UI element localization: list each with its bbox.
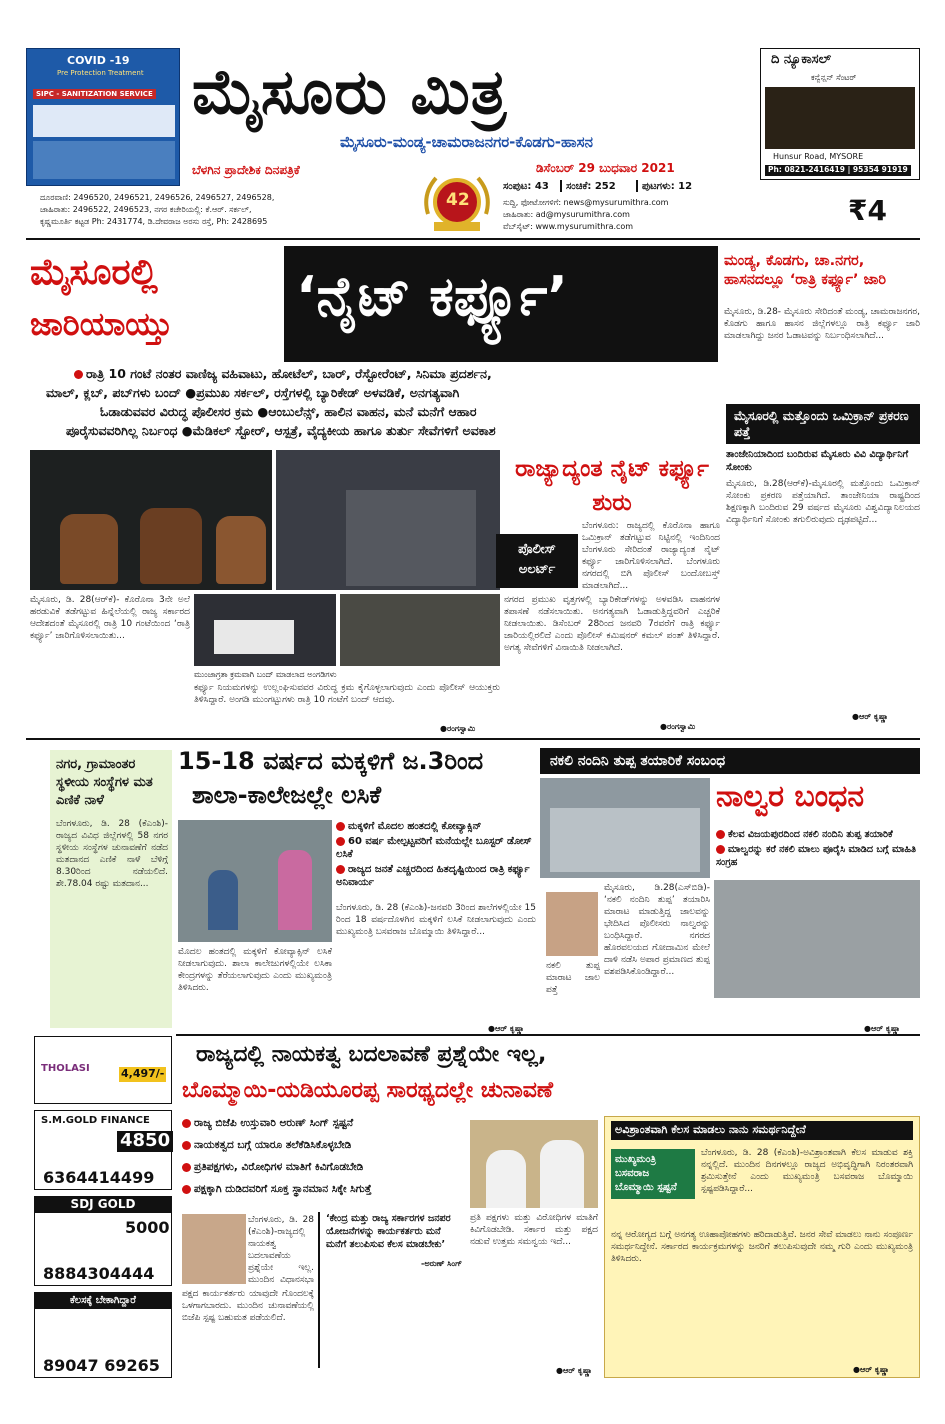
hotel-photo xyxy=(765,87,915,149)
shutters xyxy=(346,490,476,586)
vaccine-byline: ●ಆರ್ ಕೃಷ್ಣಾ xyxy=(488,1024,525,1033)
vaccine-bullet-1: ಮಕ್ಕಳಿಗೆ ಮೊದಲ ಹಂತದಲ್ಲಿ ಕೋವ್ಯಾಕ್ಸಿನ್ xyxy=(336,820,536,833)
lead-body: ಕರ್ಫ್ಯೂ ನಿಯಮಗಳನ್ನು ಉಲ್ಲಂಘಿಸುವವರ ವಿರುದ್ಧ ಕ್ರಮ ಕೈಗೊಳ್ಳಲಾಗುವುದು ಎಂದು ಪೊಲೀಸ್ ಆಯುಕ್ತರು ತಿಳಿಸಿದ್ದಾರೆ. ಅಂಗಡಿ ಮುಂಗಟ್ಟುಗಳು ರಾತ್ರಿ 10 ಗಂಟೆಗೆ ಬಂದ್ ಆದವು. xyxy=(194,683,500,705)
arun-singh-photo xyxy=(182,1214,246,1284)
tholasi-name: THOLASI xyxy=(41,1063,90,1074)
anniversary-number: 42 xyxy=(446,190,470,210)
jobs-ad-phone[interactable]: 89047 69265 xyxy=(43,1356,160,1375)
jobs-ad[interactable] xyxy=(34,1292,172,1378)
price: ₹4 xyxy=(848,194,887,227)
horse-figure xyxy=(140,508,202,584)
bommai-yediyurappa-photo xyxy=(470,1120,598,1208)
accused-photo xyxy=(546,892,598,956)
ghee-body: ಮೈಸೂರು, ಡಿ.28(ಎಸ್‌ಬಿಡಿ)- ‘ನಕಲಿ ನಂದಿನಿ ತುಪ್ಪ’ ತಯಾರಿಸಿ ಮಾರಾಟ ಮಾಡುತ್ತಿದ್ದ ಜಾಲವನ್ನು ಭೇದಿಸಿದ ಪೊಲೀಸರು ನಾಲ್ವರನ್ನು ಬಂಧಿಸಿದ್ದಾರೆ. ನಗರದ ಹೊರವಲಯದ ಗೋದಾಮಿನ ಮೇಲೆ ದಾಳಿ ನಡೆಸಿ ಅಪಾರ ಪ್ರಮಾಣದ ತುಪ್ಪ ವಶಪಡಿಸಿಕೊಂಡಿದ್ದಾರೆ... xyxy=(604,883,710,977)
bullet-icon xyxy=(336,822,345,831)
politics-bullets xyxy=(182,1116,462,1216)
hotel-address: Hunsur Road, MYSORE xyxy=(773,152,864,161)
quote-text: ‘ಕೇಂದ್ರ ಮತ್ತು ರಾಜ್ಯ ಸರ್ಕಾರಗಳ ಜನಪರ ಯೋಜನೆಗಳನ್ನು ಕಾರ್ಯಕರ್ತರು ಮನೆ ಮನೆಗೆ ತಲುಪಿಸುವ ಕೆಲಸ ಮಾಡಬೇಕು’ xyxy=(326,1213,451,1250)
sdj-gold-price: 5000 xyxy=(125,1218,170,1237)
covid-ad-subtitle: Pre Protection Treatment xyxy=(57,69,144,77)
ghee-body-cont: ನಕಲಿ ತುಪ್ಪ ಮಾರಾಟ ಜಾಲ ಪತ್ತೆ xyxy=(546,961,600,995)
horse-police-photo xyxy=(30,450,272,590)
lead-headline-box xyxy=(284,246,718,362)
vaccine-bullet-3: ರಾಜ್ಯದ ಜನತೆ ಎಚ್ಚರದಿಂದ ಹಿತದೃಷ್ಟಿಯಿಂದ ರಾತ್ರಿ ಕರ್ಫ್ಯೂ ಅನಿವಾರ್ಯ xyxy=(336,864,530,888)
politics-body: ಬೆಂಗಳೂರು, ಡಿ. 28 (ಕೆಎಂಶಿ)-ರಾಜ್ಯದಲ್ಲಿ ನಾಯಕತ್ವ ಬದಲಾವಣೆಯ ಪ್ರಶ್ನೆಯೇ ಇಲ್ಲ. ಮುಂದಿನ ವಿಧಾನಸಭಾ xyxy=(248,1215,314,1284)
cm-banner: ಅವಿಶ್ರಾಂತವಾಗಿ ಕೆಲಸ ಮಾಡಲು ನಾನು ಸಮರ್ಥನಿದ್ದೇನೆ xyxy=(611,1121,913,1140)
hotel-subtitle: ಕನ್ವೆನ್ಷನ್ ಸೆಂಟರ್ xyxy=(811,73,857,82)
phones-line-1: ದೂರವಾಣಿ: 2496520, 2496521, 2496526, 2496527, 2496528, xyxy=(40,193,275,202)
quote-by: -ಅರುಣ್ ಸಿಂಗ್ xyxy=(421,1259,462,1268)
night-patrol-photo xyxy=(340,594,500,666)
state-headline: ರಾಜ್ಯಾದ್ಯಂತ ನೈಟ್ ಕರ್ಫ್ಯೂ ಶುರು xyxy=(515,456,709,516)
bullet-icon xyxy=(182,1163,191,1172)
quote-box xyxy=(318,1212,462,1368)
vaccine-bullet-2: 60 ವರ್ಷ ಮೇಲ್ಪಟ್ಟವರಿಗೆ ಮನೆಯಲ್ಲೇ ಬೂಸ್ಟರ್ ಡೋಸ್ ಲಸಿಕೆ xyxy=(336,836,532,860)
sdj-gold-phone[interactable]: 8884304444 xyxy=(43,1264,155,1283)
omicron-byline: ●ಆರ್ ಕೃಷ್ಣಾ xyxy=(852,712,889,721)
vaccine-headline-2: ಶಾಲಾ-ಕಾಲೇಜಲ್ಲೇ ಲಸಿಕೆ xyxy=(192,781,382,809)
jobs-ad-title: ಕೆಲಸಕ್ಕೆ ಬೇಕಾಗಿದ್ದಾರೆ xyxy=(35,1293,171,1309)
local-body-text: ಬೆಂಗಳೂರು, ಡಿ. 28 (ಕೆಎಂಶಿ)-ರಾಜ್ಯದ ವಿವಿಧ ಜಿಲ್ಲೆಗಳಲ್ಲಿ 58 ನಗರ ಸ್ಥಳೀಯ ಸಂಸ್ಥೆಗಳ ಚುನಾವಣೆಗೆ ನಡೆದ ಮತದಾನದ ಎಣಿಕೆ ನಾಳೆ ಬೆಳಿಗ್ಗೆ 8.30ರಿಂದ ನಡೆಯಲಿದೆ. ಶೇ.78.04 ರಷ್ಟು ಮತದಾನ... xyxy=(56,819,168,889)
vaccine-body: ಬೆಂಗಳೂರು, ಡಿ. 28 (ಕೆಎಂಶಿ)-ಜನವರಿ 3ರಿಂದ ಶಾಲೆಗಳಲ್ಲಿಯೇ 15 ರಿಂದ 18 ವರ್ಷದೊಳಗಿನ ಮಕ್ಕಳಿಗೆ ಲಸಿಕೆ ನೀಡಲಾಗುವುದು ಎಂದು ಮುಖ್ಯಮಂತ್ರಿ ಬಸವರಾಜ ಬೊಮ್ಮಾಯಿ ತಿಳಿಸಿದ್ದಾರೆ... xyxy=(336,903,536,937)
lead-bullet-3: ಓಡಾಡುವವರ ವಿರುದ್ಧ ಪೊಲೀಸರ ಕ್ರಮ ●ಆಂಬುಲೆನ್ಸ್, ಹಾಲಿನ ವಾಹನ, ಮನೆ ಮನೆಗೆ ಆಹಾರ xyxy=(100,404,477,419)
cm-tag: ಮುಖ್ಯಮಂತ್ರಿ ಬಸವರಾಜ ಬೊಮ್ಮಾಯಿ ಸ್ಪಷ್ಟನೆ xyxy=(611,1149,695,1199)
covid-ad-title: COVID -19 xyxy=(67,54,130,67)
masthead-title: ಮೈಸೂರು ಮಿತ್ರ xyxy=(192,55,508,128)
vaccine-bullets xyxy=(336,820,536,900)
boxes xyxy=(550,808,700,872)
police-alert-label: ಪೊಲೀಸ್ ಅಲರ್ಟ್ xyxy=(518,542,556,577)
issue: ಸಂಚಿಕೆ: 252 xyxy=(566,181,616,192)
lead-bullet-4: ಪೂರೈಸುವವರಿಗಿಲ್ಲ ನಿರ್ಬಂಧ ●ಮೆಡಿಕಲ್ ಸ್ಟೋರ್, ಆಸ್ಪತ್ರೆ, ವೈದ್ಯಕೀಯ ಹಾಗೂ ತುರ್ತು ಸೇವೆಗಳಿಗೆ ಅವಕಾಶ xyxy=(66,423,496,438)
politics-bullet-3: ಪ್ರತಿಪಕ್ಷಗಳು, ವಿರೋಧಿಗಳ ಮಾತಿಗೆ ಕಿವಿಗೊಡಬೇಡಿ xyxy=(182,1160,462,1174)
gold-finance-phone[interactable]: 6364414499 xyxy=(43,1168,155,1187)
politics-bullet-1: ರಾಜ್ಯ ಬಿಜೆಪಿ ಉಸ್ತುವಾರಿ ಅರುಣ್ ಸಿಂಗ್ ಸ್ಪಷ್ಟನೆ xyxy=(182,1116,462,1130)
covid-ad-service: SIPC - SANITIZATION SERVICE xyxy=(33,89,156,99)
local-body-headline: ನಗರ, ಗ್ರಾಮಾಂತರ ಸ್ಥಳೀಯ ಸಂಸ್ಥೆಗಳ ಮತ ಎಣಿಕೆ ನಾಳೆ xyxy=(56,757,153,808)
cm-body-cont: ನನ್ನ ಆರೋಗ್ಯದ ಬಗ್ಗೆ ಅನಗತ್ಯ ಊಹಾಪೋಹಗಳು ಹರಿದಾಡುತ್ತಿವೆ. ಜನರ ಸೇವೆ ಮಾಡಲು ನಾನು ಸಂಪೂರ್ಣ ಸಮರ್ಥನಿದ್ದೇನೆ. ಸರ್ಕಾರದ ಕಾರ್ಯಕ್ರಮಗಳನ್ನು ಜನರಿಗೆ ತಲುಪಿಸುವುದೇ ನಮ್ಮ ಗುರಿ ಎಂದು ಮುಖ್ಯಮಂತ್ರಿ ತಿಳಿಸಿದರು. xyxy=(611,1230,913,1264)
local-body-box xyxy=(50,750,172,1028)
bullet-icon xyxy=(74,370,83,379)
omicron-headline: ಮೈಸೂರಲ್ಲಿ ಮತ್ತೊಂದು ಒಮಿಕ್ರಾನ್ ಪ್ರಕರಣ ಪತ್ತೆ xyxy=(734,408,909,439)
right-headline: ಮಂಡ್ಯ, ಕೊಡಗು, ಚಾ.ನಗರ, ಹಾಸನದಲ್ಲೂ ‘ರಾತ್ರಿ ಕರ್ಫ್ಯೂ’ ಜಾರಿ xyxy=(724,253,887,288)
lead-kicker-2: ಜಾರಿಯಾಯ್ತು xyxy=(30,305,173,343)
bullet-icon xyxy=(716,845,725,854)
omicron-body: ಮೈಸೂರು, ಡಿ.28(ಆರ್‌ಕೆ)-ಮೈಸೂರಲ್ಲಿ ಮತ್ತೊಂದು ಒಮಿಕ್ರಾನ್ ಸೋಂಕು ಪ್ರಕರಣ ಪತ್ತೆಯಾಗಿದೆ. ತಾಂಜೇನಿಯಾ ರಾಷ್ಟ್ರದಿಂದ ಶಿಕ್ಷಣಕ್ಕಾಗಿ ಬಂದಿರುವ 29 ವರ್ಷದ ಮೈಸೂರು ವಿಶ್ವವಿದ್ಯಾನಿಲಯದ ವಿದ್ಯಾರ್ಥಿನಿಗೆ ಸೋಂಕು ತಗುಲಿರುವುದು ದೃಢಪಟ್ಟಿದೆ... xyxy=(726,479,920,525)
politics-bullet-2: ನಾಯಕತ್ವದ ಬಗ್ಗೆ ಯಾರೂ ತಲೆಕೆಡಿಸಿಕೊಳ್ಳಬೇಡಿ xyxy=(182,1138,462,1152)
horse-figure xyxy=(60,514,118,584)
vaccine-headline-1: 15-18 ವರ್ಷದ ಮಕ್ಕಳಿಗೆ ಜ.3ರಿಂದ xyxy=(178,747,484,775)
masthead-tagline: ಬೆಳಗಿನ ಪ್ರಾದೇಶಿಕ ದಿನಪತ್ರಿಕೆ xyxy=(192,163,300,177)
politics-headline-2: ಬೊಮ್ಮಾಯಿ-ಯಡಿಯೂರಪ್ಪ ಸಾರಥ್ಯದಲ್ಲೇ ಚುನಾವಣೆ xyxy=(182,1078,553,1103)
omicron-box xyxy=(726,404,920,444)
news-email[interactable]: ಸುದ್ದಿ, ಫೋಟೋಗಳಿಗೆ: news@mysurumithra.com xyxy=(503,198,669,207)
vaccine-body-cont: ಮೊದಲ ಹಂತದಲ್ಲಿ ಮಕ್ಕಳಿಗೆ ಕೋವ್ಯಾಕ್ಸಿನ್ ಲಸಿಕೆ ನೀಡಲಾಗುವುದು. ಶಾಲಾ ಕಾಲೇಜುಗಳಲ್ಲಿಯೇ ಲಸಿಕಾ ಕೇಂದ್ರಗಳನ್ನು ತೆರೆಯಲಾಗುವುದು ಎಂದು ಮುಖ್ಯಮಂತ್ರಿ ತಿಳಿಸಿದರು. xyxy=(178,947,332,993)
divider xyxy=(636,180,638,192)
ghee-headline: ನಾಲ್ವರ ಬಂಧನ xyxy=(716,779,865,814)
student-figure xyxy=(208,870,238,930)
street-photo xyxy=(276,450,500,590)
bullet-icon xyxy=(716,830,725,839)
hotel-phone: Ph: 0821-2416419 | 95354 91919 xyxy=(765,165,911,176)
covid-ad-list xyxy=(33,105,175,137)
cm-body: ಬೆಂಗಳೂರು, ಡಿ. 28 (ಕೆಎಂಶಿ)-ಅವಿಶ್ರಾಂತವಾಗಿ ಕೆಲಸ ಮಾಡುವ ಶಕ್ತಿ ನನ್ನಲ್ಲಿದೆ. ಮುಂದಿನ ದಿನಗಳಲ್ಲೂ ರಾಜ್ಯದ ಅಭಿವೃದ್ಧಿಗಾಗಿ ನಿರಂತರವಾಗಿ ಶ್ರಮಿಸುತ್ತೇನೆ ಎಂದು ಮುಖ್ಯಮಂತ್ರಿ ಬಸವರಾಜ ಬೊಮ್ಮಾಯಿ ಸ್ಪಷ್ಟಪಡಿಸಿದ್ದಾರೆ... xyxy=(701,1148,913,1194)
police-vehicle-photo xyxy=(194,594,336,666)
person-figure xyxy=(486,1150,526,1208)
politics-byline: ●ಆರ್ ಕೃಷ್ಣಾ xyxy=(556,1366,593,1375)
horse-figure xyxy=(216,516,266,584)
volume: ಸಂಪುಟ: 43 xyxy=(503,181,549,192)
ghee-bullet-1: ಕೆಲವ ವಿಜಯಪುರದಿಂದ ನಕಲಿ ನಂದಿನಿ ತುಪ್ಪ ತಯಾರಿಕೆ xyxy=(716,828,920,841)
lead-headline: ‘ನೈಟ್ ಕರ್ಫ್ಯೂ’ xyxy=(296,265,568,328)
lead-bullet-2: ಮಾಲ್, ಕ್ಲಬ್, ಪಬ್‌ಗಳು ಬಂದ್ ●ಪ್ರಮುಖ ಸರ್ಕಲ್, ರಸ್ತೆಗಳಲ್ಲಿ ಬ್ಯಾರಿಕೇಡ್ ಅಳವಡಿಕೆ, ಅನಗತ್ಯವಾಗಿ xyxy=(46,385,460,400)
bullet-icon xyxy=(182,1141,191,1150)
state-body-cont: ನಗರದ ಪ್ರಮುಖ ವೃತ್ತಗಳಲ್ಲಿ ಬ್ಯಾರಿಕೇಡ್‌ಗಳನ್ನು ಅಳವಡಿಸಿ ವಾಹನಗಳ ತಪಾಸಣೆ ನಡೆಸಲಾಯಿತು. ಅನಗತ್ಯವಾಗಿ ಓಡಾಡುತ್ತಿದ್ದವರಿಗೆ ಎಚ್ಚರಿಕೆ ನೀಡಲಾಯಿತು. ಡಿಸೆಂಬರ್ 28ರಿಂದ ಜನವರಿ 7ರವರೆಗೆ ರಾತ್ರಿ ಕರ್ಫ್ಯೂ ಜಾರಿಯಲ್ಲಿರಲಿದೆ ಎಂದು ಪೊಲೀಸ್ ಕಮಿಷನರ್ ಕಮಲ್ ಪಂತ್ ತಿಳಿಸಿದ್ದಾರೆ. ಅಗತ್ಯ ಸೇವೆಗಳಿಗೆ ವಿನಾಯಿತಿ ನೀಡಲಾಗಿದೆ. xyxy=(504,595,720,653)
covid-ad-photo xyxy=(33,141,175,179)
state-body: ಬೆಂಗಳೂರು: ರಾಜ್ಯದಲ್ಲಿ ಕೊರೊನಾ ಹಾಗೂ ಒಮಿಕ್ರಾನ್ ತಡೆಗಟ್ಟುವ ನಿಟ್ಟಿನಲ್ಲಿ ಇಂದಿನಿಂದ ಬೆಂಗಳೂರು ಸೇರಿದಂತೆ ರಾಜ್ಯಾದ್ಯಂತ ನೈಟ್ ಕರ್ಫ್ಯೂ ಜಾರಿಗೊಳಿಸಲಾಗಿದೆ. ಬೆಂಗಳೂರು ನಗರದಲ್ಲಿ ಬಿಗಿ ಪೊಲೀಸ್ ಬಂದೋಬಸ್ತ್ ಮಾಡಲಾಗಿದೆ... xyxy=(582,521,720,590)
lead-byline: ●ರಂಗಸ್ವಾಮಿ xyxy=(440,724,476,733)
politics-body-2: ಪ್ರತಿ ಪಕ್ಷಗಳು ಮತ್ತು ವಿರೋಧಿಗಳ ಮಾತಿಗೆ ಕಿವಿಗೊಡಬೇಡಿ. ಸರ್ಕಾರ ಮತ್ತು ಪಕ್ಷದ ನಡುವೆ ಉತ್ತಮ ಸಮನ್ವಯ ಇದೆ... xyxy=(470,1213,598,1247)
section-rule xyxy=(26,738,920,740)
lead-bullet-1: ರಾತ್ರಿ 10 ಗಂಟೆ ನಂತರ ವಾಣಿಜ್ಯ ವಹಿವಾಟು, ಹೋಟೆಲ್, ಬಾರ್, ರೆಸ್ಟೋರೆಂಟ್, ಸಿನಿಮಾ ಪ್ರದರ್ಶನ, xyxy=(74,367,492,381)
gold-finance-ad[interactable] xyxy=(34,1110,172,1190)
tholasi-ad[interactable] xyxy=(34,1036,172,1104)
ghee-bullets xyxy=(716,828,920,878)
police-alert-box xyxy=(496,534,578,588)
bullet-icon xyxy=(182,1119,191,1128)
gold-finance-price: 4850 xyxy=(117,1131,173,1152)
sdj-gold-title: SDJ GOLD xyxy=(35,1197,171,1213)
ad-email[interactable]: ಜಾಹಿರಾತು: ad@mysurumithra.com xyxy=(503,210,630,219)
ghee-byline: ●ಆರ್ ಕೃಷ್ಣಾ xyxy=(864,1024,901,1033)
ghee-banner-text: ನಕಲಿ ನಂದಿನಿ ತುಪ್ಪ ತಯಾರಿಕೆ ಸಂಬಂಧ xyxy=(550,753,726,769)
ghee-bullet-2: ಮಾಲ್ವರನ್ನು ಕರೆ ನಕಲಿ ಮಾಲು ಪೂರೈಸಿ ಮಾಡಿದ ಬಗ್ಗೆ ಮಾಹಿತಿ ಸಂಗ್ರಹ xyxy=(716,844,917,868)
section-rule xyxy=(176,1034,920,1036)
pages: ಪುಟಗಳು: 12 xyxy=(642,181,693,192)
politics-headline-1: ರಾಜ್ಯದಲ್ಲಿ ನಾಯಕತ್ವ ಬದಲಾವಣೆ ಪ್ರಶ್ನೆಯೇ ಇಲ್ಲ, xyxy=(196,1042,547,1067)
cm-box xyxy=(604,1116,920,1378)
nurse-figure xyxy=(278,850,312,930)
masthead-rule xyxy=(26,238,920,240)
lead-kicker-1: ಮೈಸೂರಲ್ಲಿ xyxy=(30,252,158,293)
gold-finance-title: S.M.GOLD FINANCE xyxy=(41,1115,150,1126)
bullet-icon xyxy=(182,1185,191,1194)
police-van xyxy=(214,620,294,654)
sdj-gold-ad[interactable] xyxy=(34,1196,172,1286)
masthead-date: ಡಿಸೆಂಬರ್ 29 ಬುಧವಾರ 2021 xyxy=(536,161,675,175)
website[interactable]: ವೆಬ್‌ಸೈಟ್: www.mysurumithra.com xyxy=(503,222,634,231)
person-figure xyxy=(540,1140,584,1208)
covid-ad[interactable] xyxy=(26,48,180,186)
right-body: ಮೈಸೂರು, ಡಿ.28- ಮೈಸೂರು ಸೇರಿದಂತೆ ಮಂಡ್ಯ, ಚಾಮರಾಜನಗರ, ಕೊಡಗು ಹಾಗೂ ಹಾಸನ ಜಿಲ್ಲೆಗಳಲ್ಲೂ ರಾತ್ರಿ ಕರ್ಫ್ಯೂ ಜಾರಿ ಮಾಡಲಾಗಿದ್ದು ಜನರ ಓಡಾಟವನ್ನು ನಿರ್ಬಂಧಿಸಲಾಗಿದೆ... xyxy=(724,307,920,341)
phones-line-2: ಜಾಹಿರಾತು: 2496522, 2496523, ನಗರ ಕಚೇರಿಯಲ್ಲಿ: ಕೆ.ಆರ್. ಸರ್ಕಲ್, xyxy=(40,205,252,214)
anniversary-emblem xyxy=(420,168,494,236)
masthead-subtitle: ಮೈಸೂರು-ಮಂಡ್ಯ-ಚಾಮರಾಜನಗರ-ಕೊಡಗು-ಹಾಸನ xyxy=(340,133,593,151)
tholasi-price: 4,497/- xyxy=(121,1067,165,1080)
cm-byline: ●ಆರ್ ಕೃಷ್ಣಾ xyxy=(853,1365,890,1374)
omicron-subhead: ತಾಂಜೇನಿಯಾದಿಂದ ಬಂದಿರುವ ಮೈಸೂರು ವಿವಿ ವಿದ್ಯಾರ್ಥಿನಿಗೆ ಸೋಂಕು xyxy=(726,449,909,473)
bullet-icon xyxy=(336,837,345,846)
hotel-ad[interactable] xyxy=(760,48,920,180)
divider xyxy=(560,180,562,192)
ghee-seizure-photo xyxy=(540,778,710,878)
vaccination-photo xyxy=(178,820,332,942)
bullet-icon xyxy=(336,865,345,874)
ghee-sample-photo xyxy=(714,880,920,998)
lead-caption-1: ಮೈಸೂರು, ಡಿ. 28(ಆರ್‌ಕೆ)- ಕೊರೊನಾ 3ನೇ ಅಲೆ ಹರಡುವಿಕೆ ತಡೆಗಟ್ಟುವ ಹಿನ್ನೆಲೆಯಲ್ಲಿ ರಾಜ್ಯ ಸರ್ಕಾರದ ಆದೇಶದಂತೆ ಮೈಸೂರಲ್ಲಿ ರಾತ್ರಿ 10 ಗಂಟೆಯಿಂದ ‘ರಾತ್ರಿ ಕರ್ಫ್ಯೂ’ ಜಾರಿಗೊಳಿಸಲಾಯಿತು... xyxy=(30,595,190,641)
hotel-name: ದಿ ನ್ಯೂಕಾಸಲ್ xyxy=(771,52,832,67)
politics-bullet-4: ಪಕ್ಷಕ್ಕಾಗಿ ದುಡಿದವರಿಗೆ ಸೂಕ್ತ ಸ್ಥಾನಮಾನ ಸಿಕ್ಕೇ ಸಿಗುತ್ತೆ xyxy=(182,1182,462,1196)
state-byline: ●ರಂಗಸ್ವಾಮಿ xyxy=(660,722,696,731)
politics-body-cont: ಪಕ್ಷದ ಕಾರ್ಯಕರ್ತರು ಯಾವುದೇ ಗೊಂದಲಕ್ಕೆ ಒಳಗಾಗಬಾರದು. ಮುಂದಿನ ಚುನಾವಣೆಯಲ್ಲಿ ಬಿಜೆಪಿ ಸ್ಪಷ್ಟ ಬಹುಮತ ಪಡೆಯಲಿದೆ. xyxy=(182,1289,314,1323)
phones-line-3: ಕೃಷ್ಣಮೂರ್ತಿ ಕಟ್ಟಡ Ph: 2431774, ಡಿ.ದೇವರಾಜ ಅರಸು ರಸ್ತೆ, Ph: 2428695 xyxy=(40,217,268,226)
lead-caption-2: ಮುಂಜಾಗ್ರತಾ ಕ್ರಮವಾಗಿ ಬಂದ್ ಮಾಡಲಾದ ಅಂಗಡಿಗಳು xyxy=(194,670,337,679)
ghee-banner xyxy=(540,748,920,774)
